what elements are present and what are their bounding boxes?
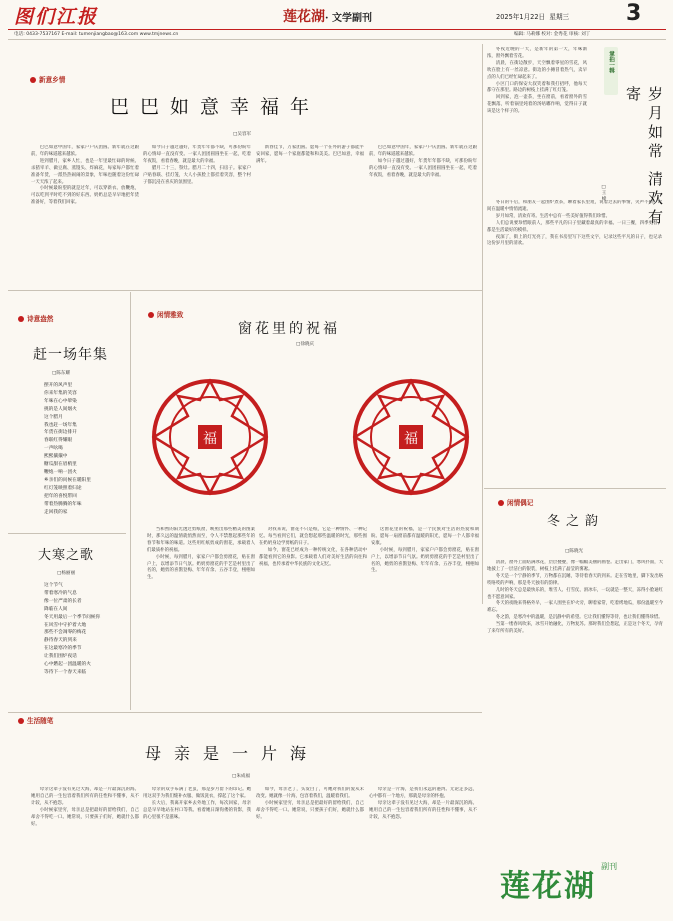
article1-col2: 如今日子越过越好，年货年年都不缺，可那份盼年的心情却一直没有变。一家人团团圆圆坐在一起，吃着年夜饭，看着春晚，就是最大的幸福。 腊月二十三，祭灶。腊月二十四，扫房子。家家户户贴春联、挂灯笼，大人小孩脸上都挂着笑容，整个村子都沉浸在喜庆的氛围里。: [143, 145, 251, 185]
paper-cut-left: [154, 381, 266, 493]
section-tag-xinyi: 新意乡情: [30, 74, 65, 84]
article1-author: □吴容军: [233, 132, 252, 137]
article-winter-col: 清晨，窗外上面结满冰花，层层叠叠，像一幅幅美丽的画卷。走出家门，寒风扑面，大地披上了一层洁白的银装，树枝上挂满了晶莹的雾凇。 冬天是一个宁静的季节，万物都在沉睡，等待着春天的到来。走在雪地里，脚下发出咯吱咯吱的声响，那是冬天独有的韵律。 儿时的冬天总是最快乐的，堆雪人、打雪仗、滑冰车，一玩就是一整天，冻得小脸通红也不愿意回家。 冬天的夜晚来得格外早，一家人围坐在炉火旁，聊着家常，吃着烤地瓜，那份温暖至今难忘。 冬之韵，是寒冷中的温暖，是沉静中的希望。它让我们懂得等待，也让我们懂得珍惜。 当第一缕春风吹来，冰雪开始融化，万物复苏。那时我们会想起，正是这个冬天，孕育了来年所有的美好。: [487, 560, 663, 635]
right-top-tag: 掌拍一辑: [604, 47, 618, 95]
poem1-author: □陈东耀: [52, 371, 71, 376]
poem1-title: 赶一场年集: [33, 347, 108, 363]
article1-col4: 巴巴如意中国年，家家户户庆团圆。新年就在这跟前，年的味道越来越浓。 如今日子越过越好，年货年年都不缺，可那份盼年的心情却一直没有变。一家人团团圆圆坐在一起，吃着年夜饭，看着春晚，就是最大的幸福。: [369, 145, 477, 178]
article-mother-author: □朱成福: [232, 774, 251, 779]
page-number: 3: [626, 1, 642, 26]
right-top-col2: 冬日的午后，和朋友一起围炉煮茶，聊着家长里短，说着过去的事情，笑声不断，时间在温暖中悄悄流逝。 岁月如常，清欢有寄。生活中总有一些美好值得我们珍惜。 人们总说要珍惜眼前人，那些平凡的日子里藏着最真的幸福。一日三餐，四季更替，都是生活最好的模样。 夜深了，街上的灯光亮了，我在书房里写下这些文字，记录这些平凡的日子，也记录这份岁月里的清欢。: [487, 200, 662, 247]
article1-col1: 巴巴如意中国年，家家户户庆团圆。新年就在这跟前，年的味道越来越浓。 进到腊月，家乡人忙，也是一年里最忙碌的时候。杀猪宰羊、做豆腐、蒸馒头、炸麻花，每家每户都忙着准备年货，一派热热闹闹的景象，年味也随着这份忙碌一天天浓了起来。 小时候最盼望的就是过年，可以穿新衣、放鞭炮，可以吃到平时吃不到的好东西。奶奶总是早早地把年货准备好，等着我们回家。: [31, 145, 139, 206]
section-tag-window: 闲情雅致: [148, 309, 183, 319]
footer-logo-main: 莲花湖: [500, 869, 596, 904]
article-mother-col2: 母亲的双手布满了老茧，那是岁月留下的印记。她用这双手为我们缝补衣服、做饭洗衣，撑起了这个家。 长大后，我离开家乡去外地工作，每次回家，母亲总是早早地站在村口等我。看着她日渐佝偻的背影，我的心里很不是滋味。: [143, 787, 251, 820]
article-window-title: 窗花里的祝福: [238, 321, 340, 337]
article-window-author: □徐晓庆: [296, 342, 315, 347]
paper-cut-right: [355, 381, 467, 493]
svg-text:福: 福: [203, 431, 217, 447]
masthead: [0, 0, 673, 42]
divider-h-right: [484, 488, 666, 489]
right-top-title: 岁月如常 清欢有寄: [624, 86, 664, 228]
article-winter-author: □陈晓光: [565, 549, 584, 554]
poem1-body: 摆开的风声里 你来年集的笑容 年味在心中晕染 挑的是人间烟火 这个腊月 我也赶一场年集 年货在街边排开 春联红得耀眼 一声吆喝 熙熙攘攘中 糖瓜甜在眉梢里 鞭炮一响一团火 乡亲们的问候在暖阳里 红灯笼映照着归途 把年的喜悦带回 带着热腾腾的年味 走回我的家: [44, 383, 91, 515]
divider-h-bottom: [8, 712, 482, 713]
divider-v-left: [130, 292, 131, 710]
paper-cut-window-flowers: [148, 360, 473, 515]
divider-h-1: [8, 290, 482, 291]
section-tag-shiyi: 诗意盎然: [18, 313, 53, 323]
newspaper-logo: 图们江报: [14, 6, 99, 28]
masthead-rule: [8, 29, 666, 30]
divider-v-main: [482, 44, 483, 604]
section-tag-life: 生活随笔: [18, 715, 53, 725]
section-title-main: 莲花湖: [283, 9, 325, 25]
masthead-rule-2: [8, 39, 666, 40]
weekday: 星期三: [549, 13, 570, 21]
footer-logo: [500, 861, 660, 913]
article-mother-col3: 如今，母亲老了，头发白了，可她对我们的爱从未改变。她就像一片海，包容着我们，温暖着我们。 小时候家里穷，母亲总是把最好的留给我们，自己却舍不得吃一口。她常说，只要孩子们好，她就什么都好。: [256, 787, 364, 820]
footer-logo-sub: 副刊: [601, 862, 618, 871]
svg-text:福: 福: [404, 431, 418, 447]
issue-date: [496, 11, 569, 21]
article-winter-title: 冬之韵: [547, 514, 605, 529]
article-mother-title: 母亲是一片海: [145, 744, 320, 763]
poem2-title: 大寒之歌: [38, 548, 95, 563]
article-window-col2: 对我来说，窗花不只是纸，它是一种情怀、一种记忆。每当看到它们，就会想起那些温暖的时光，那些围在奶奶身边学剪纸的日子。 如今，窗花已经成为一种传统文化，在各种活动中都能看到它的身影。它承载着人们对美好生活的向往和祝福，也传承着中华民族的文化记忆。: [259, 527, 367, 567]
article-window-col1: 当和煦的阳光透过剪纸窗，映照出那些精美的图案时，那久远的温情就悄然而至，令人不禁想起那些年的春节和年味的味道。这些用红纸剪成的窗花，承载着人们最质朴的祝福。 小时候，每到腊月，家家户户都会剪窗花，贴在窗户上，以增添节日气氛。奶奶剪窗花的手艺是村里出了名的，她剪的喜鹊登梅、年年有余、五谷丰登，栩栩如生。: [147, 527, 255, 581]
date: 2025年1月22日: [496, 13, 546, 21]
contact-line: 电话: 0433-7537167 E-mail: tumenjiangbao@163.com www.tmjnews.cn: [14, 32, 179, 37]
divider-h-poem: [8, 533, 126, 534]
poem2-body: 这个节气 带着寒冷的气息 像一位严肃的长者 降临在人间 冬天用最后一个季节问候你 在风雪中守护着大地 那些不会凋零的梅花 静待春天的到来 在这最寒冷的季节 让我们围炉夜话 心中燃起一团温暖的火 等待下一个春天来临: [44, 583, 101, 675]
article-mother-col4: 母亲是一片海，是我们永远的港湾。无论走多远，心中都有一个地方，那就是母亲的怀抱。 母亲这辈子没有见过大海，却是一片最深沉的海。她用自己的一生包容着我们所有的任性和不懂事，从不计较，从不抱怨。: [369, 787, 477, 820]
section-tag-winter: 闲情偶记: [498, 497, 533, 507]
right-top-author: □王 峰: [601, 185, 606, 201]
article-mother-col1: 母亲这辈子没有见过大海，却是一片最深沉的海。她用自己的一生包容着我们所有的任性和不懂事，从不计较，从不抱怨。 小时候家里穷，母亲总是把最好的留给我们，自己却舍不得吃一口。她常说，只要孩子们好，她就什么都好。: [31, 787, 139, 827]
article1-col3: 新春佳节，万家团圆。愿每一个在外的游子都能平安回家，愿每一个家庭都能和和美美。巴巴如意，幸福满年。: [256, 145, 364, 164]
section-title: [283, 6, 372, 26]
right-top-col: 冬夜近晚的一天，是新年的第一天，年味渐浓，窗外飘着雪花。 清晨，在街边散步，天空飘着零星的雪花，风吹在脸上有一丝凉意。街边的小摊冒着热气，卖早点的人们已经忙碌起来了。 小区门口的保安大叔笑着和我打招呼，他每天都守在那里。路边的树枝上挂满了红灯笼。 回到家，泡一壶茶，坐在窗前，看着窗外的雪花飘落，听着锅里炖着的汤咕嘟作响，觉得日子就该是这个样子的。: [487, 47, 587, 115]
editors-line: 编辑: 马莉娜 校对: 金秀花 审核: 刘丁: [514, 32, 591, 37]
article1-title: 巴巴如意幸福年: [110, 96, 321, 118]
article-window-col3: 这窗花里的祝福，是一个民族对生活的热爱和期盼。愿每一扇窗前都有温暖的阳光，愿每一个人都幸福安康。 小时候，每到腊月，家家户户都会剪窗花，贴在窗户上，以增添节日气氛。奶奶剪窗花的手艺是村里出了名的，她剪的喜鹊登梅、年年有余、五谷丰登，栩栩如生。: [371, 527, 479, 574]
poem2-author: □杨丽丽: [57, 571, 76, 576]
section-title-sub: · 文学副刊: [325, 13, 372, 24]
